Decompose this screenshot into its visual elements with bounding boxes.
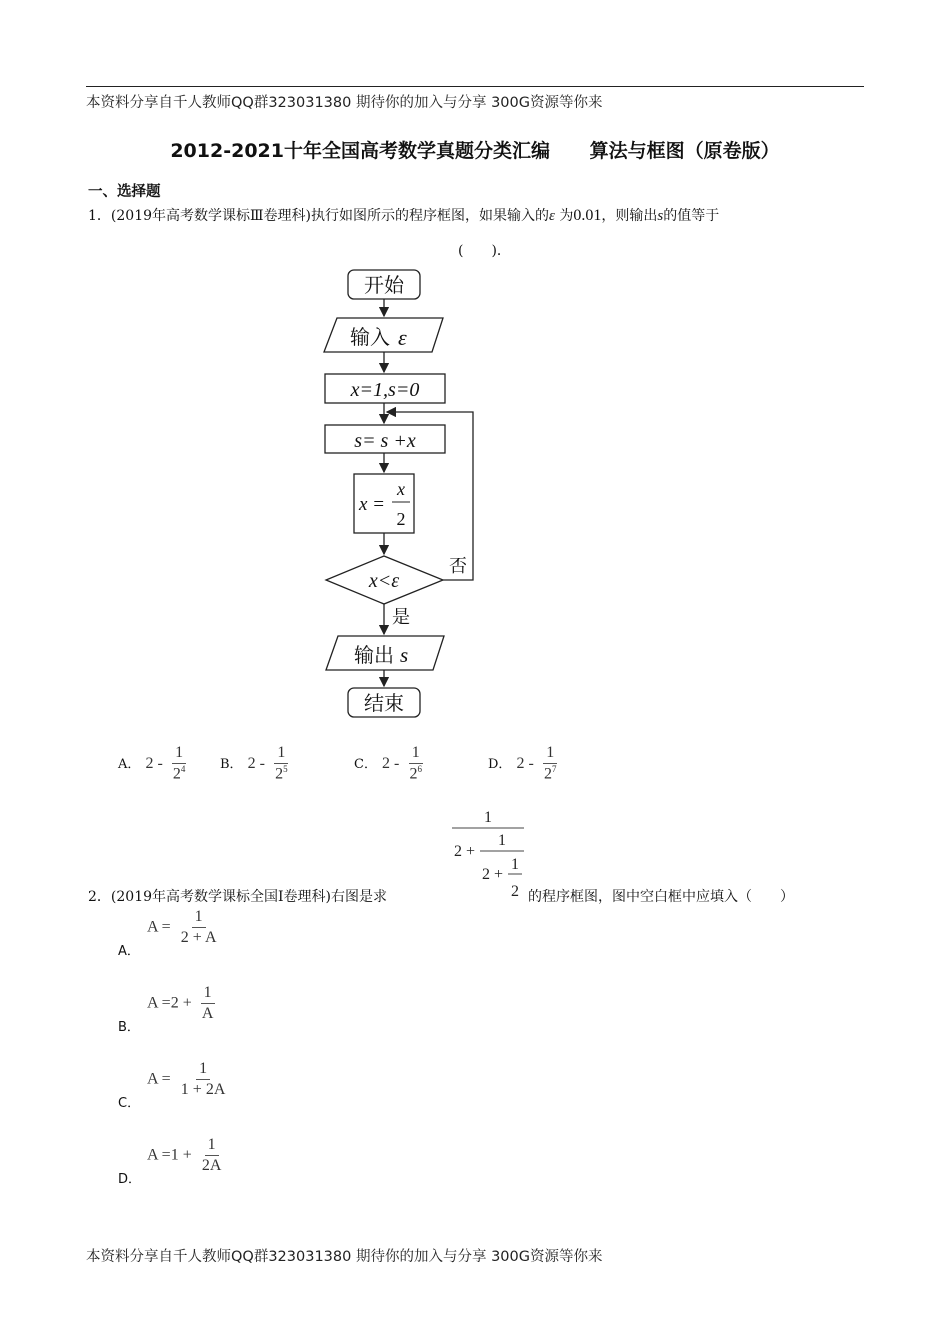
question-1-s: s <box>657 208 664 224</box>
header-rule <box>86 86 864 87</box>
flowchart-q1 <box>310 262 490 732</box>
q1-option-c[interactable] <box>354 744 427 783</box>
question-1-value: 0.01 <box>573 207 602 224</box>
q2-option-a-den: 2 + A <box>180 928 217 946</box>
q1-option-d-whole: 2 - <box>516 754 534 772</box>
flow-condition-label: x<ε <box>368 570 400 592</box>
q1-option-d-exp: 7 <box>551 763 557 774</box>
question-1-blank: ( )． <box>458 243 511 259</box>
question-1-stem <box>88 205 719 225</box>
flow-update-x-lhs: x = <box>359 494 386 515</box>
q2-option-d-lhs: A =1 + <box>147 1146 192 1164</box>
flow-output-label: 输出 <box>354 645 394 667</box>
q2-option-a[interactable] <box>147 908 222 946</box>
q1-option-b-whole: 2 - <box>247 754 265 772</box>
q2-option-c[interactable] <box>147 1060 230 1098</box>
q2-option-c-label: C． <box>118 1096 141 1111</box>
flow-input-var: ε <box>398 325 407 350</box>
question-2-stem-a <box>88 886 387 906</box>
question-1-text-c: ，则输出 <box>601 208 658 224</box>
q1-option-a[interactable] <box>118 744 190 783</box>
q2-option-b-label-wrap <box>118 1016 140 1035</box>
question-2-stem-b: 的程序框图，图中空白框中应填入（ ） <box>528 889 794 905</box>
cf-den-3: 2 <box>511 883 519 900</box>
q1-option-a-label: A． <box>118 756 141 772</box>
flow-input-label: 输入 <box>350 327 390 349</box>
flow-update-x-den: 2 <box>396 509 406 529</box>
q1-option-d[interactable] <box>488 744 561 783</box>
question-2-source: (2019年高考数学课标全国Ⅰ卷理科)右图是求 <box>110 889 388 905</box>
q1-option-b[interactable] <box>220 744 293 783</box>
q1-option-a-exp: 4 <box>180 763 186 774</box>
question-1-source: (2019年高考数学课标Ⅲ卷理科)执行如图所示的程序框图，如果输入的 <box>110 208 549 224</box>
page-footer: 本资料分享自千人教师QQ群323031380 期待你的加入与分享 300G资源等你来 <box>86 1249 603 1265</box>
flow-end-label: 结束 <box>364 693 404 715</box>
question-1-text-b: 为 <box>559 208 574 224</box>
cf-plus-2: 2 + <box>482 866 504 883</box>
flow-update-x-num: x <box>397 479 405 499</box>
flow-init-label: x=1,s=0 <box>350 379 420 401</box>
q1-option-b-num: 1 <box>274 744 288 764</box>
q2-option-c-num: 1 <box>196 1060 210 1080</box>
document-title: 2012-2021十年全国高考数学真题分类汇编 算法与框图（原卷版） <box>170 140 780 162</box>
q2-option-c-lhs: A = <box>147 1070 171 1088</box>
q1-option-a-whole: 2 - <box>145 754 163 772</box>
q1-option-c-base: 2 <box>409 764 418 782</box>
q2-option-d-label-wrap <box>118 1168 141 1187</box>
q2-option-d[interactable] <box>147 1136 226 1174</box>
q1-option-c-exp: 6 <box>417 763 422 774</box>
q2-option-a-lhs: A = <box>147 918 171 936</box>
section-heading: 一、选择题 <box>88 184 161 200</box>
q2-option-b-num: 1 <box>201 984 215 1004</box>
flow-no-label: 否 <box>449 556 467 576</box>
q2-option-d-label: D． <box>118 1172 142 1187</box>
q2-option-a-label-wrap <box>118 940 140 959</box>
q1-option-b-base: 2 <box>275 764 284 782</box>
q1-option-c-num: 1 <box>409 744 423 764</box>
q2-option-d-den: 2A <box>201 1156 222 1174</box>
flow-update-s-label: s= s +x <box>354 430 416 452</box>
flow-output-var: s <box>400 643 409 667</box>
q1-option-d-label: D． <box>488 756 512 772</box>
q2-option-b-lhs: A =2 + <box>147 994 192 1012</box>
question-1-number: 1． <box>88 208 111 224</box>
question-1-epsilon: ε <box>548 208 555 224</box>
q1-option-b-label: B． <box>220 756 243 772</box>
cf-num-3: 1 <box>511 856 519 873</box>
q1-option-c-whole: 2 - <box>382 754 400 772</box>
cf-num-1: 1 <box>484 809 492 826</box>
flow-yes-label: 是 <box>392 607 410 627</box>
q2-option-c-den: 1 + 2A <box>180 1080 226 1098</box>
q2-option-c-label-wrap <box>118 1092 140 1111</box>
q2-option-a-num: 1 <box>192 908 206 928</box>
q1-option-c-label: C． <box>354 756 377 772</box>
q1-option-a-base: 2 <box>172 764 181 782</box>
continued-fraction <box>446 800 532 902</box>
q1-option-d-base: 2 <box>543 764 552 782</box>
q2-option-d-num: 1 <box>205 1136 219 1156</box>
flow-start-label: 开始 <box>364 275 404 297</box>
q1-option-b-exp: 5 <box>283 763 288 774</box>
question-1-text-d: 的值等于 <box>663 208 720 224</box>
q1-option-d-num: 1 <box>543 744 557 764</box>
cf-num-2: 1 <box>498 832 506 849</box>
q2-option-b[interactable] <box>147 984 218 1022</box>
q2-option-b-label: B． <box>118 1020 140 1035</box>
question-2-number: 2． <box>88 889 111 905</box>
cf-plus-1: 2 + <box>454 843 476 860</box>
q1-option-a-num: 1 <box>172 744 186 764</box>
q2-option-b-den: A <box>201 1004 214 1022</box>
page-header: 本资料分享自千人教师QQ群323031380 期待你的加入与分享 300G资源等你来 <box>86 95 603 111</box>
q2-option-a-label: A． <box>118 944 140 959</box>
